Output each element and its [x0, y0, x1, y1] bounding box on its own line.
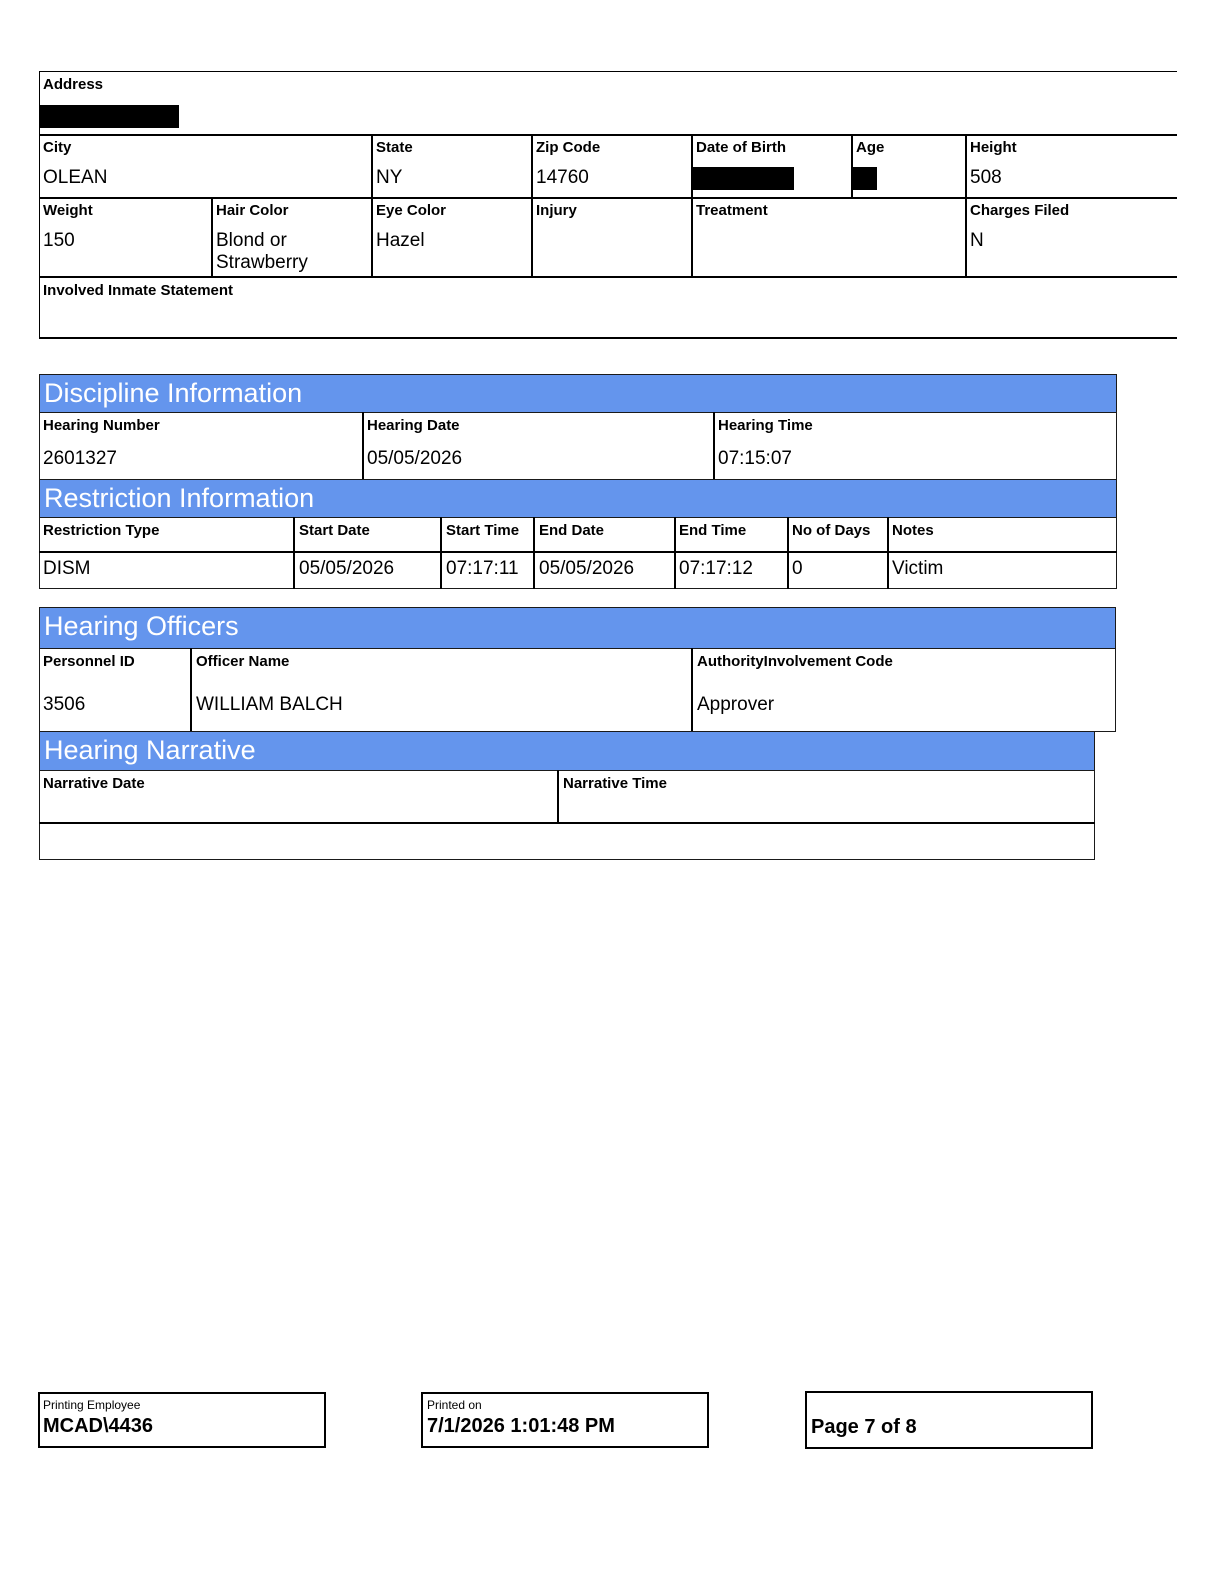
- start-time-cell: 07:17:11: [446, 558, 519, 579]
- column-header: AuthorityInvolvement Code: [697, 653, 893, 670]
- printing-employee-value: MCAD\4436: [43, 1415, 154, 1437]
- age-label: Age: [856, 139, 885, 156]
- hearing-number-value: 2601327: [43, 448, 117, 469]
- narrative-date-label: Narrative Date: [43, 775, 145, 792]
- hearing-time-label: Hearing Time: [718, 417, 813, 434]
- height-value: 508: [970, 167, 1002, 188]
- hearing-time-value: 07:15:07: [718, 448, 792, 469]
- start-date-cell: 05/05/2026: [299, 558, 395, 579]
- end-time-cell: 07:17:12: [679, 558, 753, 579]
- restriction-header: Restriction Information: [39, 479, 1117, 518]
- address-redaction: [40, 105, 179, 128]
- rule-top: [39, 71, 1177, 72]
- officer-name-cell: WILLIAM BALCH: [196, 694, 343, 715]
- inmate-statement-label: Involved Inmate Statement: [43, 282, 234, 299]
- discipline-table: [39, 412, 1117, 480]
- printing-employee-label: Printing Employee: [43, 1398, 141, 1412]
- column-header: Start Date: [299, 522, 370, 539]
- column-header: End Date: [539, 522, 605, 539]
- narrative-time-label: Narrative Time: [563, 775, 667, 792]
- height-label: Height: [970, 139, 1017, 156]
- hearing-date-label: Hearing Date: [367, 417, 460, 434]
- officers-header: Hearing Officers: [39, 607, 1116, 649]
- charges-filed-label: Charges Filed: [970, 202, 1070, 219]
- column-header: Restriction Type: [43, 522, 160, 539]
- rule-row1: [39, 134, 1177, 136]
- column-header: Notes: [892, 522, 934, 539]
- city-value: OLEAN: [43, 167, 108, 188]
- state-label: State: [376, 139, 413, 156]
- hair-color-value-line2: Strawberry: [216, 252, 308, 273]
- page-number: Page 7 of 8: [811, 1416, 917, 1438]
- personnel-id-cell: 3506: [43, 694, 86, 715]
- hair-color-label: Hair Color: [216, 202, 289, 219]
- page-number-box: [805, 1391, 1093, 1449]
- end-date-cell: 05/05/2026: [539, 558, 635, 579]
- notes-cell: Victim: [892, 558, 944, 579]
- weight-value: 150: [43, 230, 75, 251]
- rule-row3: [39, 276, 1177, 278]
- printed-on-label: Printed on: [427, 1398, 482, 1412]
- eye-color-label: Eye Color: [376, 202, 447, 219]
- column-header: End Time: [679, 522, 747, 539]
- authority-code-cell: Approver: [697, 694, 775, 715]
- narrative-header: Hearing Narrative: [39, 731, 1095, 771]
- discipline-header: Discipline Information: [39, 374, 1117, 413]
- printed-on-box: [421, 1392, 709, 1448]
- rule-row2: [39, 197, 1177, 199]
- column-header: Officer Name: [196, 653, 290, 670]
- age-redaction: [853, 167, 877, 190]
- zip-label: Zip Code: [536, 139, 601, 156]
- hearing-date-value: 05/05/2026: [367, 448, 463, 469]
- rule-bottom: [39, 337, 1177, 339]
- days-cell: 0: [792, 558, 803, 579]
- hair-color-value-line1: Blond or: [216, 230, 287, 251]
- dob-redaction: [693, 167, 794, 190]
- injury-label: Injury: [536, 202, 577, 219]
- printing-employee-box: [38, 1392, 326, 1448]
- weight-label: Weight: [43, 202, 93, 219]
- charges-filed-value: N: [970, 230, 984, 251]
- eye-color-value: Hazel: [376, 230, 425, 251]
- dob-label: Date of Birth: [696, 139, 786, 156]
- state-value: NY: [376, 167, 403, 188]
- city-label: City: [43, 139, 72, 156]
- address-label: Address: [43, 76, 104, 93]
- treatment-label: Treatment: [696, 202, 768, 219]
- printed-on-value: 7/1/2026 1:01:48 PM: [427, 1415, 615, 1437]
- zip-value: 14760: [536, 167, 589, 188]
- restriction-type-cell: DISM: [43, 558, 91, 579]
- column-header: No of Days: [792, 522, 871, 539]
- column-header: Start Time: [446, 522, 520, 539]
- hearing-number-label: Hearing Number: [43, 417, 160, 434]
- column-header: Personnel ID: [43, 653, 135, 670]
